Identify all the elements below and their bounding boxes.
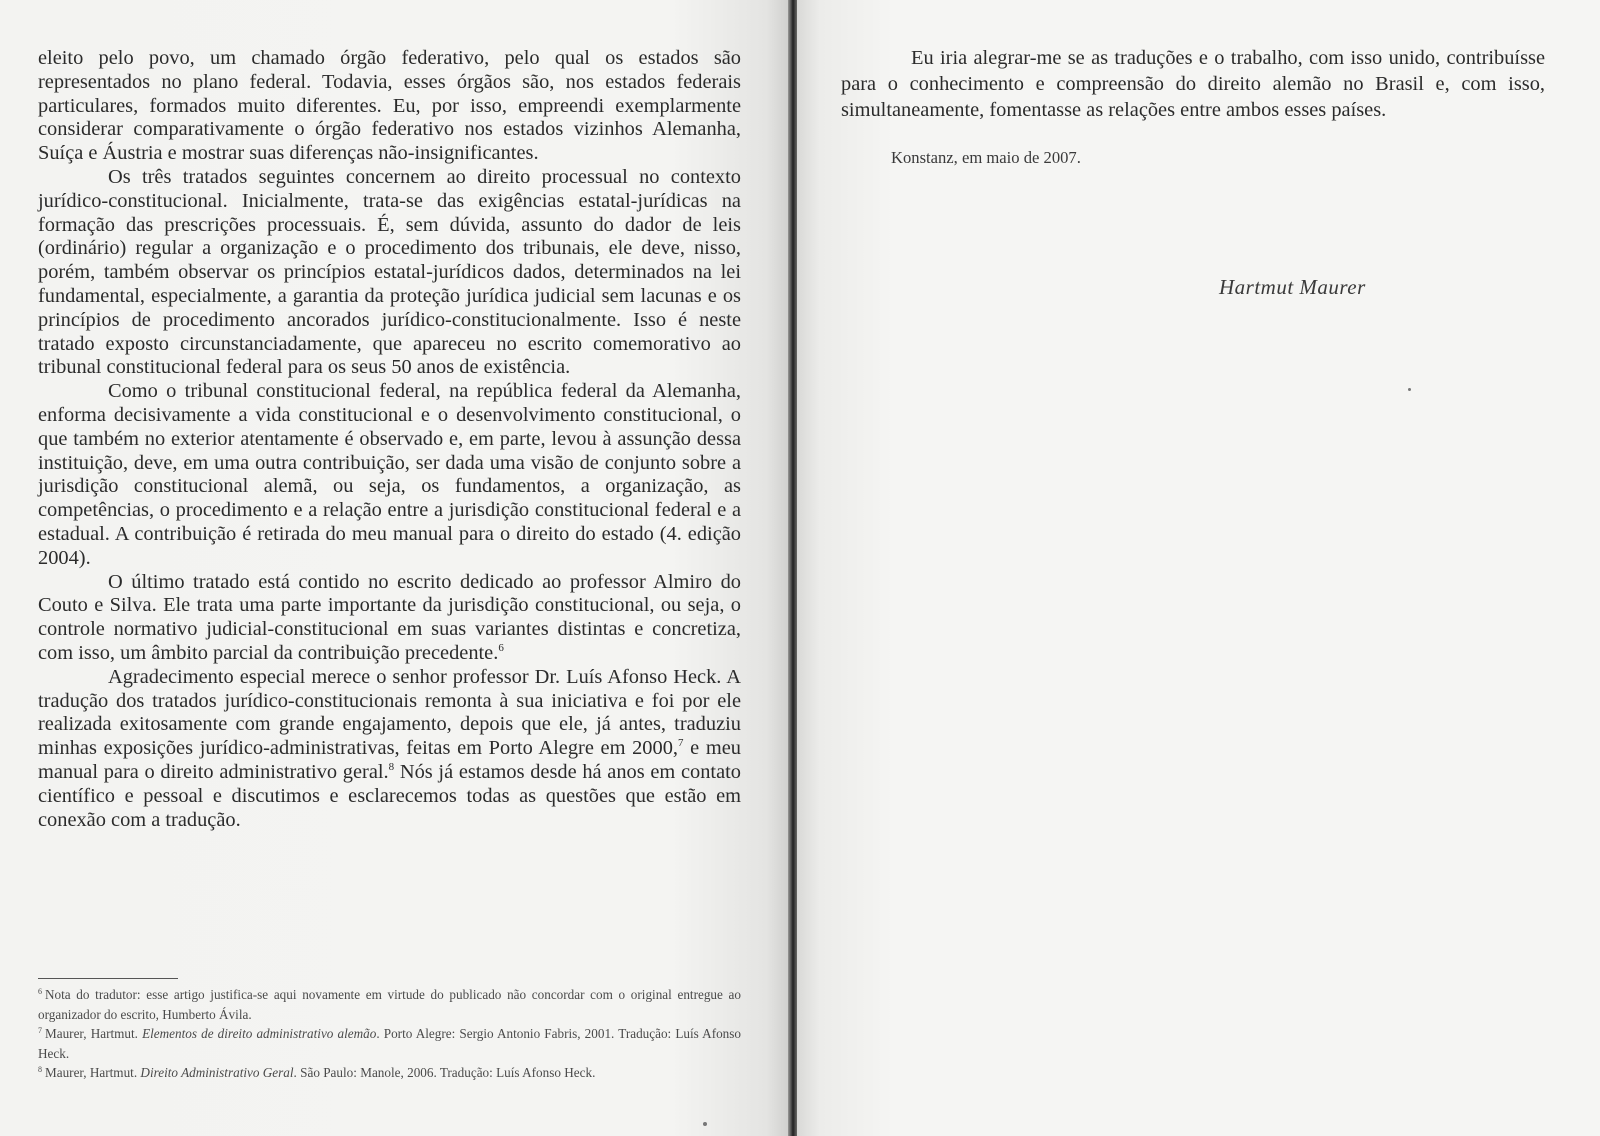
footnote-ref-7: 7 [678, 737, 684, 750]
footnote-8-rest: . São Paulo: Manole, 2006. Tradução: Luís Afonso Heck. [293, 1065, 596, 1080]
footnote-rule [38, 978, 178, 979]
paragraph-5-part-a: Agradecimento especial merece o senhor professor Dr. Luís Afonso Heck. A tradução dos tratados jurídico-constitucionais remonta à sua iniciativa e foi por ele realizada exitosamente com grande engajamento, depois que ele, já antes, traduziu minhas exposições jurídico-administrativas, feitas em Porto Alegre em 2000, [38, 665, 741, 760]
footnote-ref-6: 6 [498, 642, 504, 655]
paragraph-3: Como o tribunal constitucional federal, na república federal da Alemanha, enforma decisivamente a vida constitucional e o desenvolvimento constitucional, o que também no exterior atentamente é observado e, em parte, levou à assunção dessa instituição, deve, em uma outra contribuição, ser dada uma visão de conjunto sobre a jurisdição constitucional alemã, ou seja, os fundamentos, a organização, as competências, o procedimento e a relação entre a jurisdição constitucional federal e a estadual. A contribuição é retirada do meu manual para o direito do estado (4. edição 2004). [38, 380, 741, 569]
right-page-body [841, 45, 1545, 123]
footnote-7-author: Maurer, Hartmut. [45, 1026, 143, 1041]
paragraph-2: Os três tratados seguintes concernem ao direito processual no contexto jurídico-constitucional. Inicialmente, trata-se das exigências estatal-jurídicas na formação das prescrições processuais. É, sem dúvida, assunto do dador de leis (ordinário) regular a organização e o procedimento dos tribunais, ele deve, nisso, porém, também observar os princípios estatal-jurídicos dados, determinados na lei fundamental, especialmente, a garantia da proteção jurídica judicial sem lacunas e os princípios de procedimento ancorados jurídico-constitucionalmente. Isso é neste tratado exposto circunstanciadamente, que apareceu no escrito comemorativo ao tribunal constitucional federal para os seus 50 anos de existência. [38, 165, 741, 379]
footnote-ref-8: 8 [388, 761, 395, 774]
footnote-6-text: Nota do tradutor: esse artigo justifica-se aqui novamente em virtude do publicado não concordar com o original entregue ao organizador do escrito, Humberto Ávila. [38, 987, 741, 1022]
footnote-7-rest: . Porto Alegre: Sergio Antonio Fabris, 2001. Tradução: Luís Afonso Heck. [38, 1026, 741, 1061]
left-page-body [38, 47, 741, 832]
paragraph-5-part-c: Nós já estamos desde há anos em contato científico e pessoal e discutimos e esclarecemos todas as questões que estão em conexão com a tradução. [38, 760, 741, 831]
paper-speck [703, 1122, 707, 1126]
footnote-7-title: Elementos de direito administrativo alemão [142, 1026, 377, 1041]
paragraph-5-part-b: e meu manual para o direito administrativo geral. [38, 737, 741, 783]
footnote-7 [38, 1024, 741, 1063]
right-page [796, 0, 1600, 1136]
paragraph-4 [38, 571, 741, 666]
paragraph-5 [38, 666, 741, 833]
footnote-8-number: 8 [38, 1064, 42, 1074]
footnote-8 [38, 1063, 741, 1083]
closing-paragraph: Eu iria alegrar-me se as traduções e o trabalho, com isso unido, contribuísse para o conhecimento e compreensão do direito alemão no Brasil e, com isso, simultaneamente, fomentasse as relações entre ambos esses países. [841, 47, 1545, 121]
place-date: Konstanz, em maio de 2007. [891, 148, 1081, 167]
footnotes [38, 985, 741, 1083]
author-name: Hartmut Maurer [1219, 275, 1366, 299]
paragraph-1: eleito pelo povo, um chamado órgão federativo, pelo qual os estados são representados no plano federal. Todavia, esses órgãos são, nos estados federais particulares, formados muito diferentes. Eu, por isso, empreendi exemplarmente considerar comparativamente o órgão federativo nos estados vizinhos Alemanha, Suíça e Áustria e mostrar suas diferenças não-insignificantes. [38, 47, 741, 165]
book-gutter [788, 0, 797, 1136]
footnote-6-number: 6 [38, 986, 42, 996]
paragraph-4-text: O último tratado está contido no escrito dedicado ao professor Almiro do Couto e Silva. Ele trata uma parte importante da jurisdição constitucional, ou seja, o controle normativo judicial-constitucional em suas variantes distintas e concretiza, com isso, um âmbito parcial da contribuição precedente. [38, 570, 741, 664]
footnote-6 [38, 985, 741, 1024]
footnote-8-author: Maurer, Hartmut. [45, 1065, 141, 1080]
footnote-8-title: Direito Administrativo Geral [140, 1065, 294, 1080]
paper-speck [1408, 388, 1411, 391]
footnote-7-number: 7 [38, 1025, 42, 1035]
